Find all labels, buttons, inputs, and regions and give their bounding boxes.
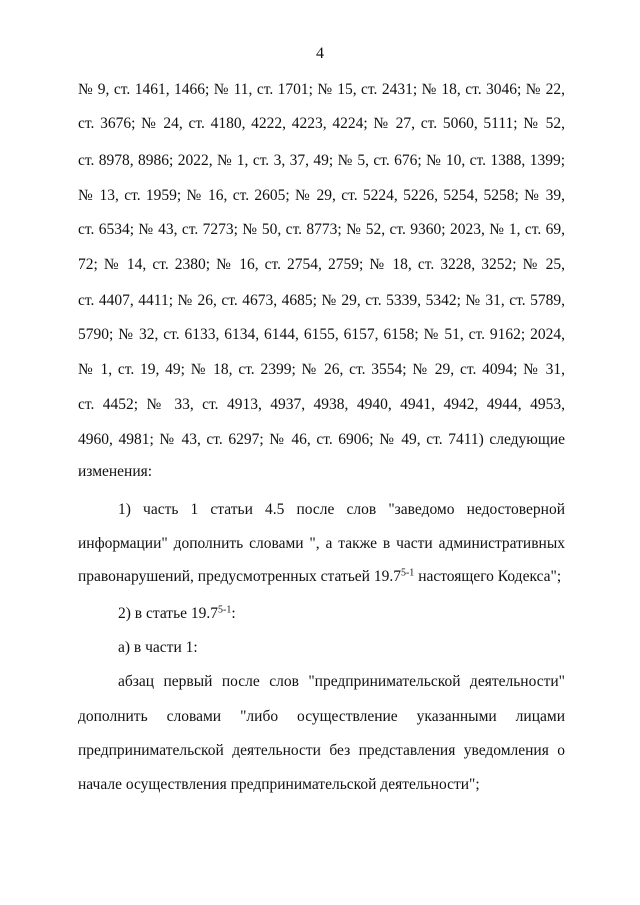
item-2 [118,604,565,624]
citation-line-11: 4960, 4981; № 43, ст. 6297; № 46, ст. 6906; № 49, ст. 7411) следующие [78,431,565,448]
citation-line-3: ст. 8978, 8986; 2022, № 1, ст. 3, 37, 49; № 5, ст. 676; № 10, ст. 1388, 1399; [78,152,565,169]
item-2-superscript: 5-1 [218,604,232,616]
citation-line-8: 5790; № 32, ст. 6133, 6134, 6144, 6155, 6157, 6158; № 51, ст. 9162; 2024, [78,326,565,343]
citation-line-10: ст. 4452; № 33, ст. 4913, 4937, 4938, 4940, 4941, 4942, 4944, 4953, [78,396,565,413]
item-1-text-after: настоящего Кодекса"; [414,568,562,585]
paragraph-line-2: дополнить словами "либо осуществление указанными лицами [78,708,565,725]
citation-line-2: ст. 3676; № 24, ст. 4180, 4222, 4223, 4224; № 27, ст. 5060, 5111; № 52, [78,115,565,132]
citation-line-9: № 1, ст. 19, 49; № 18, ст. 2399; № 26, ст. 3554; № 29, ст. 4094; № 31, [78,361,565,378]
citation-line-6: 72; № 14, ст. 2380; № 16, ст. 2754, 2759; № 18, ст. 3228, 3252; № 25, [78,256,565,273]
citation-line-4: № 13, ст. 1959; № 16, ст. 2605; № 29, ст. 5224, 5226, 5254, 5258; № 39, [78,187,565,204]
item-2-text-after: : [231,605,236,622]
item-1-text-before: правонарушений, предусмотренных статьей 19.7 [78,568,401,585]
item-1-line-3 [78,567,565,587]
item-1-superscript: 5-1 [400,567,415,579]
paragraph-line-4: начале осуществления предпринимательской деятельности"; [78,776,480,793]
item-1-line-1: 1) часть 1 статьи 4.5 после слов "заведомо недостоверной [118,501,565,518]
citation-line-5: ст. 6534; № 43, ст. 7273; № 50, ст. 8773; № 52, ст. 9360; 2023, № 1, ст. 69, [78,221,565,238]
citation-line-1: № 9, ст. 1461, 1466; № 11, ст. 1701; № 15, ст. 2431; № 18, ст. 3046; № 22, [78,81,565,98]
citation-line-12: изменения: [78,463,153,480]
item-1-line-2: информации" дополнить словами ", а также в части административных [78,535,565,552]
paragraph-line-1: абзац первый после слов "предпринимательской деятельности" [118,673,565,690]
paragraph-line-3: предпринимательской деятельности без представления уведомления о [78,742,565,759]
page-number: 4 [316,45,324,62]
item-2-text-before: 2) в статье 19.7 [118,605,219,622]
citation-line-7: ст. 4407, 4411; № 26, ст. 4673, 4685; № 29, ст. 5339, 5342; № 31, ст. 5789, [78,292,565,309]
item-2a: а) в части 1: [118,639,198,656]
